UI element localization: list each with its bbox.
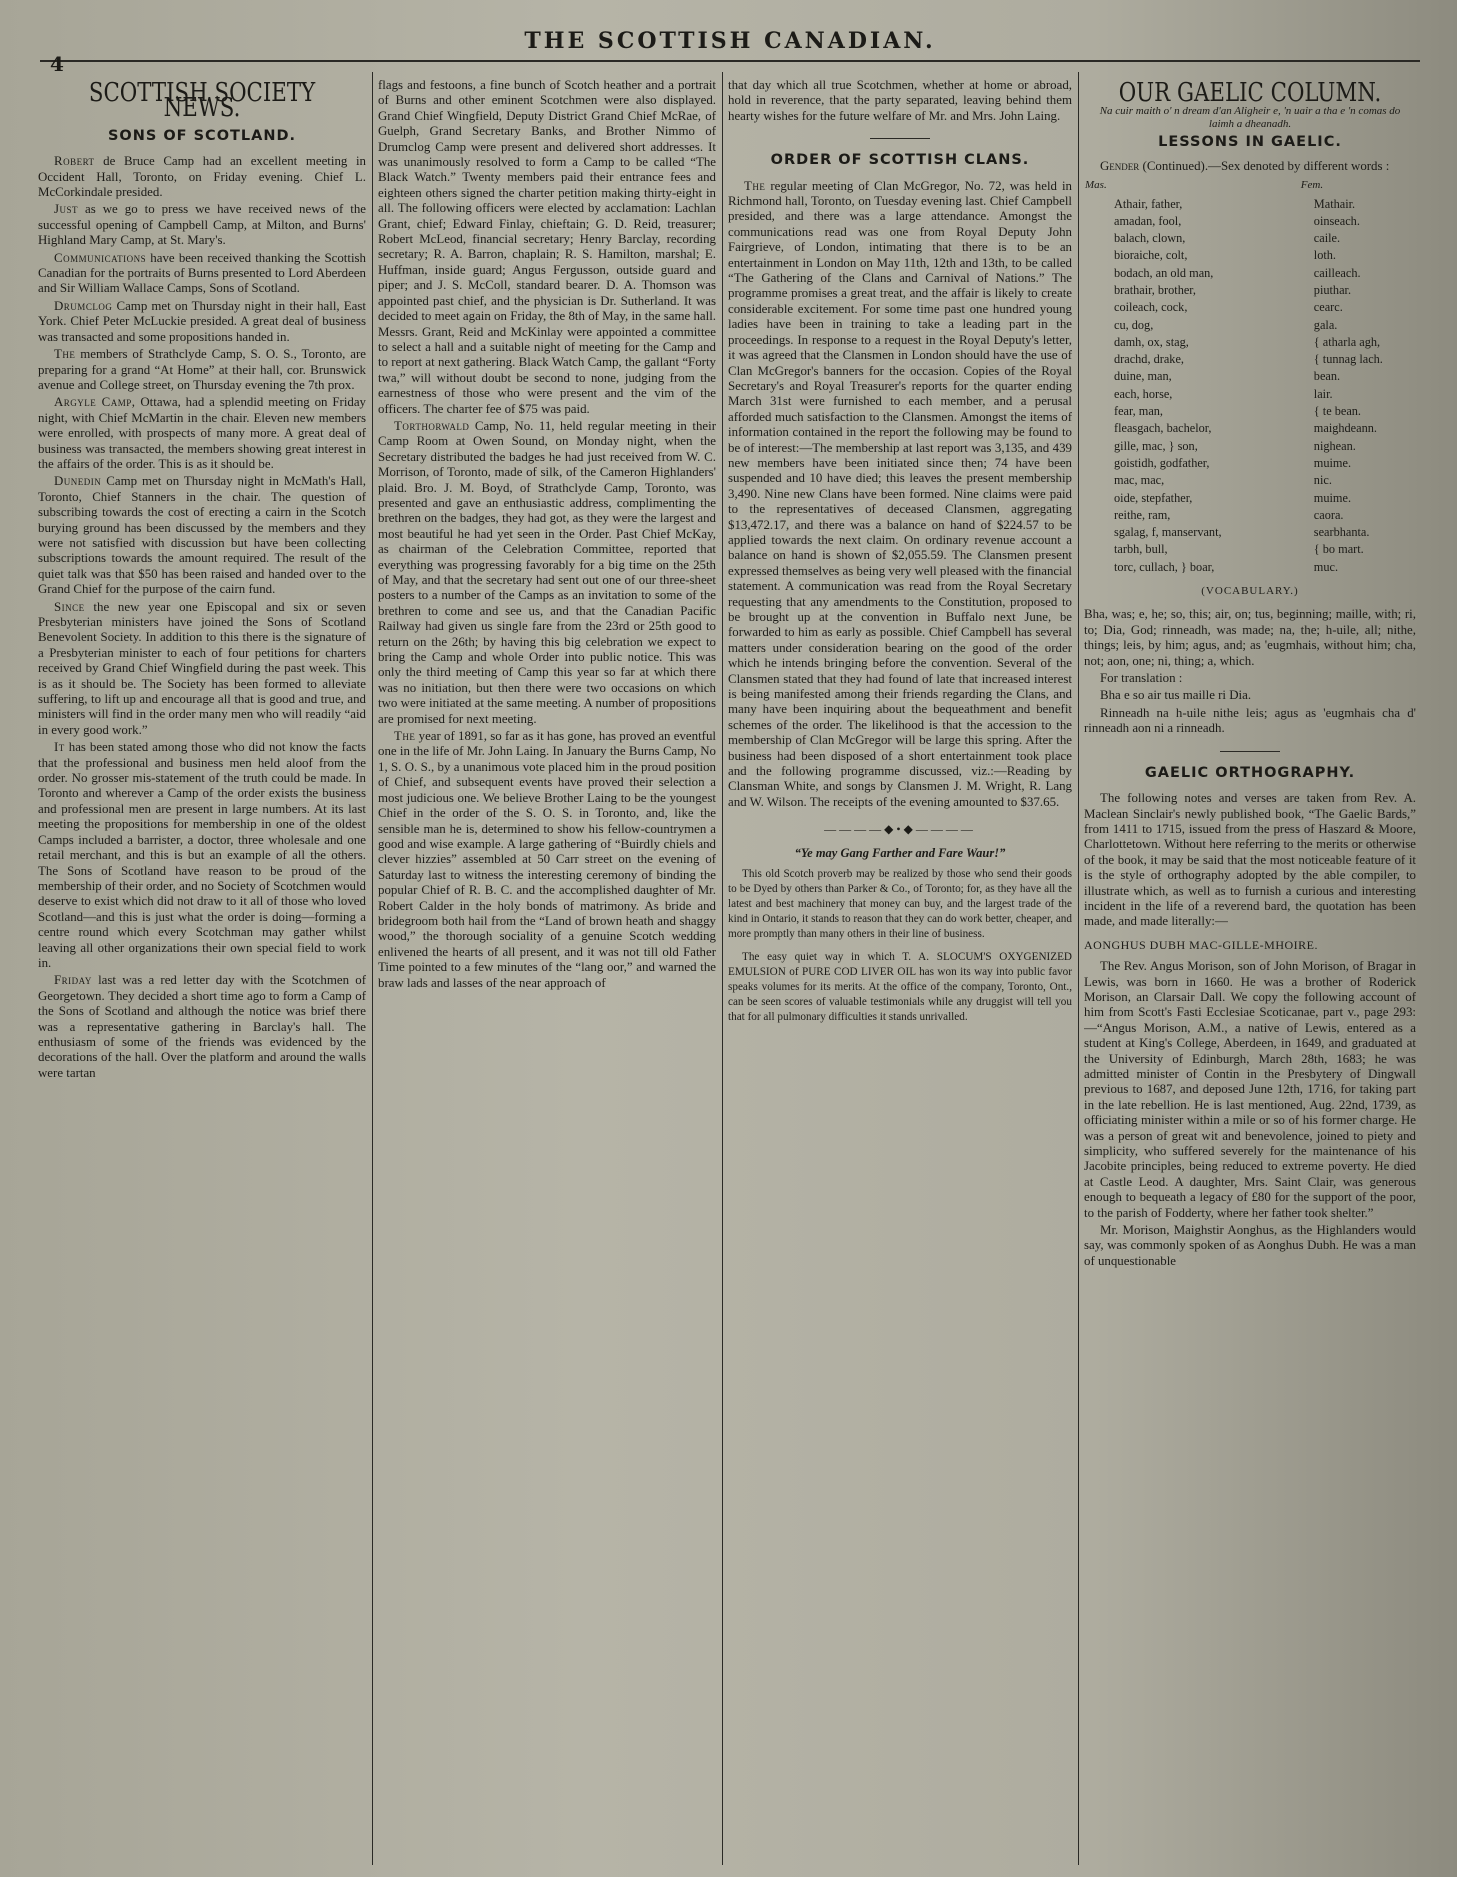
vocabulary-text: Bha, was; e, he; so, this; air, on; tus, beginning; maille, with; ri, to; Dia, God; rinneadh, was made; na, the; h-uile, all; nithe, things; leis, by him; agus, and; as 'eugmhais, without him; cha, not; aon, one; ni, thing; a, which. — [1084, 607, 1416, 668]
masculine-word: reithe, ram, — [1114, 507, 1171, 522]
paragraph-text: last was a red letter day with the Scotchmen of Georgetown. They decided a short time ago to form a Camp of the Sons of Scotland and although the notice was brief there was a representative gathering in Barclay's hall. The enthusiasm of some of the friends was evidenced by the decorations of the hall. Over the platform and around the walls were tartan — [38, 973, 366, 1080]
feminine-word: searbhanta. — [1313, 525, 1370, 540]
paragraph-lead: Torthorwald — [394, 418, 470, 433]
feminine-word: nighean. — [1313, 438, 1356, 453]
paragraph — [38, 395, 366, 472]
advertisement — [728, 867, 1072, 1025]
advertisement-text: The easy quiet way in which T. A. SLOCUM'S OXYGENIZED EMULSION of PURE COD LIVER OIL has won its way into public favor speaks volumes for its merits. At the office of the company, Toronto, Ont., can be seen scores of valuable testimonials while any druggist will tell you that for all pulmonary difficulties it stands unrivalled. — [728, 951, 1072, 1024]
feminine-word: { atharla agh, — [1313, 334, 1381, 349]
advertisement-text: This old Scotch proverb may be realized by those who send their goods to be Dyed by others than Parker & Co., of Toronto; for, as they have all the latest and best machinery that money can buy, and the largest trade of the kind in Ontario, it stands to reason that they can do work better, cheaper, and more promptly than many others in their line of business. — [728, 868, 1072, 941]
article-body — [728, 179, 1072, 811]
feminine-word: { tunnag lach. — [1313, 352, 1383, 367]
vocabulary-row — [1084, 455, 1416, 472]
paragraph-text: Ottawa, had a splendid meeting on Friday night, with Chief McMartin in the chair. Eleven new members were enrolled, with prospects of many more. A great deal of business was transacted, the members showing great interest in the affairs of the order. This is as it should be. — [38, 395, 366, 471]
paragraph-lead: Friday — [54, 973, 92, 988]
paragraph-text: have been received thanking the Scottish Canadian for the portraits of Burns presented to Lord Aberdeen and Sir William Wallace Camps, Sons of Scotland. — [38, 250, 366, 296]
vocabulary-row — [1084, 368, 1416, 385]
vocabulary-row — [1084, 507, 1416, 524]
masthead — [40, 18, 1420, 76]
column-1 — [38, 78, 366, 1867]
paper-title: THE SCOTTISH CANADIAN. — [524, 28, 936, 54]
feminine-word: muime. — [1313, 490, 1352, 505]
paragraph — [38, 474, 366, 597]
vocabulary-row — [1084, 351, 1416, 368]
masculine-word: oide, stepfather, — [1114, 490, 1193, 505]
feminine-word: maighdeann. — [1313, 421, 1377, 436]
column-rule — [372, 72, 373, 1865]
byline: AONGHUS DUBH MAC-GILLE-MHOIRE. — [1084, 937, 1318, 952]
paragraph-lead: Since — [54, 599, 85, 614]
masculine-word: tarbh, bull, — [1114, 542, 1168, 557]
vocabulary-row — [1084, 230, 1416, 247]
vocabulary-label: (VOCABULARY.) — [1201, 585, 1299, 598]
paragraph-lead: Just — [54, 202, 79, 217]
paragraph — [378, 78, 716, 417]
masculine-word: damh, ox, stag, — [1114, 334, 1189, 349]
vocabulary-row — [1084, 386, 1416, 403]
feminine-word: bean. — [1313, 369, 1341, 384]
vocabulary-row — [1084, 438, 1416, 455]
subhead: ORDER OF SCOTTISH CLANS. — [770, 152, 1030, 169]
vocabulary-row — [1084, 559, 1416, 576]
vocabulary-row — [1084, 213, 1416, 230]
vocabulary-row — [1084, 299, 1416, 316]
paragraph-text: members of Strathclyde Camp, S. O. S., Toronto, are preparing for a grand “At Home” at their hall, cor. Brunswick avenue and College street, on Thursday evening the 7th prox. — [38, 347, 366, 392]
masculine-word: gille, mac, } son, — [1114, 438, 1198, 453]
paragraph-lead: Communications — [54, 250, 147, 265]
subhead: SONS OF SCOTLAND. — [107, 127, 297, 144]
paragraph — [38, 973, 366, 1081]
feminine-word: { te bean. — [1313, 404, 1362, 419]
advertisement-title: “Ye may Gang Farther and Fare Waur!” — [794, 845, 1006, 860]
paragraph-text: regular meeting of Clan McGregor, No. 72, was held in Richmond hall, Toronto, on Tuesday evening last. Chief Campbell presided, and there was a large attendance. Amongst the communications read was one from Royal Deputy John Fairgrieve, of London, intimating that there is to be an entertainment in London on May 11th, 12th and 13th, to be called “The Gathering of the Clans and Carnival of Nations.” The programme promises a great treat, and the affair is likely to create considerable excitement. For some time past one hundred young ladies have been in training to take a leading part in the proceedings. In response to a request in the Royal Deputy's letter, it was agreed that the Clansmen in London should have the use of Clan McGregor's banners for the occasion. Copies of the Royal Secretary's and Royal Treasurer's reports for the quarter ending March 31st were furnished to each member, and a perusal afforded much satisfaction to the Clansmen. Amongst the items of information contained in the report the following may be found to be of interest:—The membership at last report was 3,135, and 439 new members have been initiated since then; 74 have been suspended and 10 have died; this leaves the present membership 3,490. Nine new Clans have been formed. Nine claims were paid to the representatives of deceased Clansmen, aggregating $13,472.17, and there was a balance on hand of $224.57 to be applied towards the next claim. On ordinary revenue account a balance on hand is shown of $2,055.59. The Clansmen present expressed themselves as being very well pleased with the financial statement. A communication was read from the Royal Secretary requesting that any amendments to the Constitution, proposed to be brought up at the convention in Buffalo next June, be forwarded to him as early as possible. Chief Campbell has several matters under consideration bearing on the good of the order which he intends bringing before the convention. Several of the Clansmen stated that they had found of late that increased interest is being manifested among their friends regarding the Clans, and many have been inquiring about the bequeathment and benefit schemes of the order. The likelihood is that the accession to the membership of Clan McGregor will be large this spring. After the business had been disposed of a short entertainment took place and the following programme discussed, viz.:—Reading by Clansman White, and songs by Clansmen J. M. Wright, R. Lang and W. Wilson. The receipts of the evening amounted to $37.65. — [728, 178, 1072, 809]
vocabulary-row — [1084, 472, 1416, 489]
paragraph: The Rev. Angus Morison, son of John Morison, of Bragar in Lewis, was born in 1660. He was a brother of Roderick Morison, an Clarsair Dall. We copy the following account of him from Scott's Fasti Ecclesiae Scoticanae, part v., page 293:—“Angus Morison, A.M., a native of Lewis, entered as a student at King's College, Aberdeen, in 1649, and graduated at the University of Edinburgh, March 28th, 1683; he was admitted minister of Contin in the Presbytery of Dingwall previous to 1687, and deposed June 12th, 1716, for taking part in the late rebellion. He is last mentioned, Aug. 22nd, 1739, as officiating minister within a mile or so of his former charge. He was a person of great wit and benevolence, joined to piety and simplicity, who suffered severely for the maintenance of his Jacobite principles, being reduced to extreme poverty. He died at Castle Leod. A daughter, Mrs. Saint Clair, was generous enough to bequeath a legacy of £80 for the support of the poor, to the parish of Fodderty, where her father took shelter.” — [1084, 959, 1416, 1220]
masculine-word: Athair, father, — [1114, 196, 1183, 211]
paragraph-lead: Drumclog — [54, 298, 113, 313]
paragraph — [38, 299, 366, 345]
paragraph: The following notes and verses are taken from Rev. A. Maclean Sinclair's newly published book, “The Gaelic Bards,” from 1411 to 1715, issued from the press of Haszard & Moore, Charlottetown. Without here referring to the merits or otherwise of the book, it may be said that the most noticeable feature of it is the style of orthography adopted by the able compiler, to illustrate which, as well as to furnish a curious and interesting incident in the life of a reverend bard, the quotation has been made, and made literally:— — [1084, 791, 1416, 929]
gender-lead: Gender — [1100, 158, 1140, 173]
divider — [870, 138, 930, 139]
vocabulary-text-block — [1084, 607, 1416, 736]
paragraph-text: as we go to press we have received news of the successful opening of Campbell Camp, at Milton, and Burns' Highland Mary Camp, at St. Mary's. — [38, 202, 366, 248]
masculine-word: mac, mac, — [1114, 473, 1165, 488]
feminine-header: Fem. — [1300, 179, 1324, 192]
paragraph — [378, 729, 716, 991]
feminine-word: Mathair. — [1313, 196, 1356, 211]
feminine-word: { bo mart. — [1313, 542, 1364, 557]
masculine-word: coileach, cock, — [1114, 300, 1188, 315]
paragraph-text: that day which all true Scotchmen, whether at home or abroad, hold in reverence, that the party separated, leaving behind them hearty wishes for the future welfare of Mr. and Mrs. John Laing. — [728, 78, 1072, 123]
feminine-word: loth. — [1313, 248, 1337, 263]
paragraph-lead: The — [54, 347, 76, 362]
section-title: OUR GAELIC COLUMN. — [1118, 78, 1382, 108]
paragraph-lead: Argyle Camp, — [54, 395, 136, 410]
translation-line: Rinneadh na h-uile nithe leis; agus as 'eugmhais cha d' rinneadh aon ni a rinneadh. — [1084, 705, 1416, 736]
paragraph-text: Camp met on Thursday night in McMath's Hall, Toronto, Chief Stanners in the chair. The question of subscribing towards the cost of erecting a cairn in the Scotch burying ground has been discussed by the members and they were not satisfied with discussion but have been collecting subscriptions towards the amount required. The result of the quiet talk was that $50 has been raised and handed over to the Grand Chief for the purpose of the cairn fund. — [38, 474, 366, 597]
masculine-word: each, horse, — [1114, 386, 1173, 401]
masculine-word: fear, man, — [1114, 404, 1164, 419]
masculine-word: goistidh, godfather, — [1114, 455, 1210, 470]
masculine-word: bioraiche, colt, — [1114, 248, 1188, 263]
paragraph-text: Camp, No. 11, held regular meeting in their Camp Room at Owen Sound, on Monday night, when the Secretary distributed the badges he had just received from W. C. Morrison, of Toronto, made of silk, of the Cameron Highlanders' plaid. Bro. J. M. Boyd, of Strathclyde Camp, Toronto, was presented and gave an enthusiastic address, complimenting the brethren on the badges, they had got, as they were the largest and most beautiful he had yet seen in the Order. Past Chief McKay, as chairman of the Celebration Committee, reported that everything was progressing favorably for a big time on the 25th of May, and that the secretary had sent out one of our three-sheet posters to a number of the Camps as an invitation to some of the brethren to come and see us, and that the Canadian Pacific Railway had given us single fare from the 23rd or 25th good to return on the 26th; by having this big celebration we expect to bring the Camp and whole Order into public notice. This was only the third meeting of Camp this year so far at which there was no initiation, but then there were two occasions on which two were initiated at the same meeting. A number of propositions are promised for next meeting. — [378, 418, 716, 726]
article-body — [38, 154, 366, 1081]
section-title: SCOTTISH SOCIETY NEWS. — [88, 78, 316, 124]
feminine-word: oinseach. — [1313, 213, 1360, 228]
feminine-word: lair. — [1313, 386, 1333, 401]
paragraph-text: flags and festoons, a fine bunch of Scotch heather and a portrait of Burns and other eminent Scotchmen were also displayed. Grand Chief Wingfield, Deputy District Grand Chief McRae, of Guelph, Grand Secretary Banks, and Brother Nimmo of Drumclog Camp were present and delivered short addresses. It was unanimously resolved to form a Camp to be called “The Black Watch.” Twenty members paid their entrance fees and eighteen others signed the charter petition making thirty-eight in all. The following officers were elected by acclamation: Lachlan Grant, chief; Edward Finlay, chieftain; G. D. Reid, treasurer; Robert McLeod, financial secretary; Henry Barclay, recording secretary; R. A. Barron, chaplain; R. S. Hamilton, marshal; E. Huffman, inside guard; Angus Fergusson, outside guard and piper; and J. S. McColl, standard bearer. D. A. Thomson was appointed past chief, and the physician is Dr. Sutherland. It was decided to meet again on Friday, the 8th of May, in the same hall. Messrs. Grant, Reid and McKinlay were appointed a committee to select a hall and a suitable night of meeting for the Camp and to report at next gathering. Black Watch Camp, the gallant “Forty twa,” will without doubt be second to none, judging from the earnestness of those who were present and the vim of the officers. The charter fee of $75 was paid. — [378, 78, 716, 416]
ornament-divider: ————◆•◆———— — [824, 822, 976, 837]
paragraph — [38, 154, 366, 200]
vocabulary-row — [1084, 403, 1416, 420]
paragraph — [38, 740, 366, 971]
column-rule — [1078, 72, 1079, 1865]
paragraph-lead: Robert — [54, 154, 95, 169]
gaelic-motto: Na cuir maith o' n dream d'an Aligheir e, 'n uair a tha e 'n comas do laimh a dheanadh. — [1099, 105, 1401, 131]
masculine-word: cu, dog, — [1114, 317, 1154, 332]
masculine-word: amadan, fool, — [1114, 213, 1182, 228]
feminine-word: muc. — [1313, 559, 1339, 574]
paragraph-lead: Dunedin — [54, 474, 102, 489]
article-body — [378, 78, 716, 991]
feminine-word: nic. — [1313, 473, 1332, 488]
paragraph-lead: The — [394, 729, 416, 744]
vocabulary-row — [1084, 334, 1416, 351]
paragraph-text: Camp met on Thursday night in their hall, East York. Chief Peter McLuckie presided. A great deal of business was transacted and some propositions handed in. — [38, 298, 366, 344]
paragraph — [38, 202, 366, 248]
paragraph — [38, 251, 366, 297]
column-rule — [722, 72, 723, 1865]
vocabulary-row — [1084, 524, 1416, 541]
vocabulary-row — [1084, 317, 1416, 334]
vocabulary-row — [1084, 282, 1416, 299]
paragraph-text: year of 1891, so far as it has gone, has proved an eventful one in the life of Mr. John Laing. In January the Burns Camp, No 1, S. O. S., by a unanimous vote placed him in the proud position of Chief, and subsequent events have proved their selection a most judicious one. We believe Brother Laing to be the youngest Chief in the order of the S. O. S. in Toronto, and, like the sensible man he is, determined to show his fellow-countrymen a good and wise example. A large gathering of “Buirdly chiels and clever hizzies” assembled at 50 Carr street on the evening of Saturday last to witness the interesting ceremony of binding the popular Chief of R. B. C. and the accomplished daughter of Mr. Robert Calder in the holy bonds of matrimony. As bride and bridegroom both hail from the “Land of brown heath and shaggy wood,” the thorough sociality of a genuine Scotch wedding enlivened the hearts of all present, and it was not till old Father Time pointed to a few minutes of the “lang oor,” and warned the braw lads and lasses of the near approach of — [378, 729, 716, 990]
vocabulary-row — [1084, 490, 1416, 507]
masculine-word: brathair, brother, — [1114, 283, 1196, 297]
gender-rest: (Continued).—Sex denoted by different words : — [1139, 158, 1390, 173]
masculine-word: drachd, drake, — [1114, 352, 1184, 367]
paragraph-lead: It — [54, 740, 65, 755]
masculine-word: balach, clown, — [1114, 231, 1186, 246]
vocabulary-table — [1084, 176, 1416, 576]
subhead: GAELIC ORTHOGRAPHY. — [1144, 764, 1356, 781]
vocabulary-row — [1084, 420, 1416, 437]
vocabulary-row — [1084, 541, 1416, 558]
paragraph — [38, 600, 366, 739]
paragraph-text: de Bruce Camp had an excellent meeting in Occident Hall, Toronto, on Friday evening. Chief L. McCorkindale presided. — [38, 154, 366, 200]
column-4 — [1084, 78, 1416, 1867]
paragraph — [728, 78, 1072, 124]
column-2 — [378, 78, 716, 1867]
divider — [1220, 751, 1280, 752]
paragraph — [728, 179, 1072, 811]
gender-intro — [1084, 159, 1416, 174]
vocabulary-row — [1084, 265, 1416, 282]
paragraph-text: has been stated among those who did not know the facts that the professional and business men held aloof from the order. No grosser mis-statement of the truth could be made. In Toronto and wherever a Camp of the order exists the business and professional men are present in large numbers. At its last meeting the propositions for membership in one of the oldest Camps included a barrister, a doctor, three wholesale and one retail merchant, and this is but an example of all the others. The Sons of Scotland have reason to be proud of the membership of their order, and no Society of Scotchmen would deserve to exist which did not draw to it all of those who loved Scotland—and this is just what the order is doing—forming a centre round which every Scotchman may gather whilst leaving all other organizations their own special field to work in. — [38, 740, 366, 970]
masculine-word: bodach, an old man, — [1114, 265, 1214, 280]
feminine-word: muime. — [1313, 455, 1352, 470]
paragraph — [38, 347, 366, 393]
subhead: LESSONS IN GAELIC. — [1158, 134, 1342, 151]
masculine-word: fleasgach, bachelor, — [1114, 421, 1212, 436]
feminine-word: cearc. — [1313, 300, 1343, 315]
paragraph: Mr. Morison, Maighstir Aonghus, as the Highlanders would say, was commonly spoken of as Aonghus Dubh. He was a man of unquestionable — [1084, 1223, 1416, 1268]
masculine-word: duine, man, — [1114, 369, 1172, 384]
column-3 — [728, 78, 1072, 1867]
masculine-word: torc, cullach, } boar, — [1114, 559, 1215, 574]
feminine-word: piuthar. — [1313, 283, 1352, 297]
feminine-word: gala. — [1313, 317, 1338, 332]
vocabulary-row — [1084, 247, 1416, 264]
paragraph — [378, 419, 716, 727]
masculine-word: sgalag, f, manservant, — [1114, 525, 1222, 540]
feminine-word: caora. — [1313, 507, 1344, 522]
translation-label: For translation : — [1100, 671, 1183, 686]
feminine-word: caile. — [1313, 231, 1341, 246]
feminine-word: cailleach. — [1313, 265, 1361, 280]
masculine-header: Mas. — [1085, 179, 1107, 192]
paragraph-lead: The — [744, 178, 766, 193]
vocabulary-row — [1084, 196, 1416, 213]
translation-line: Bha e so air tus maille ri Dia. — [1100, 688, 1252, 703]
paragraph-text: the new year one Episcopal and six or seven Presbyterian ministers have joined the Sons of Scotland Benevolent Society. In addition to this there is the signature of a Presbyterian minister to each of four petitions for charters received by Grand Chief Wingfield during the past week. This is as it should be. The Society has been formed to alleviate suffering, to lift up and encourage all that is good and true, and ministers will find in the order many men who will readily “aid in every good work.” — [38, 599, 366, 737]
article-body — [728, 78, 1072, 124]
page-number: 4 — [50, 52, 64, 76]
